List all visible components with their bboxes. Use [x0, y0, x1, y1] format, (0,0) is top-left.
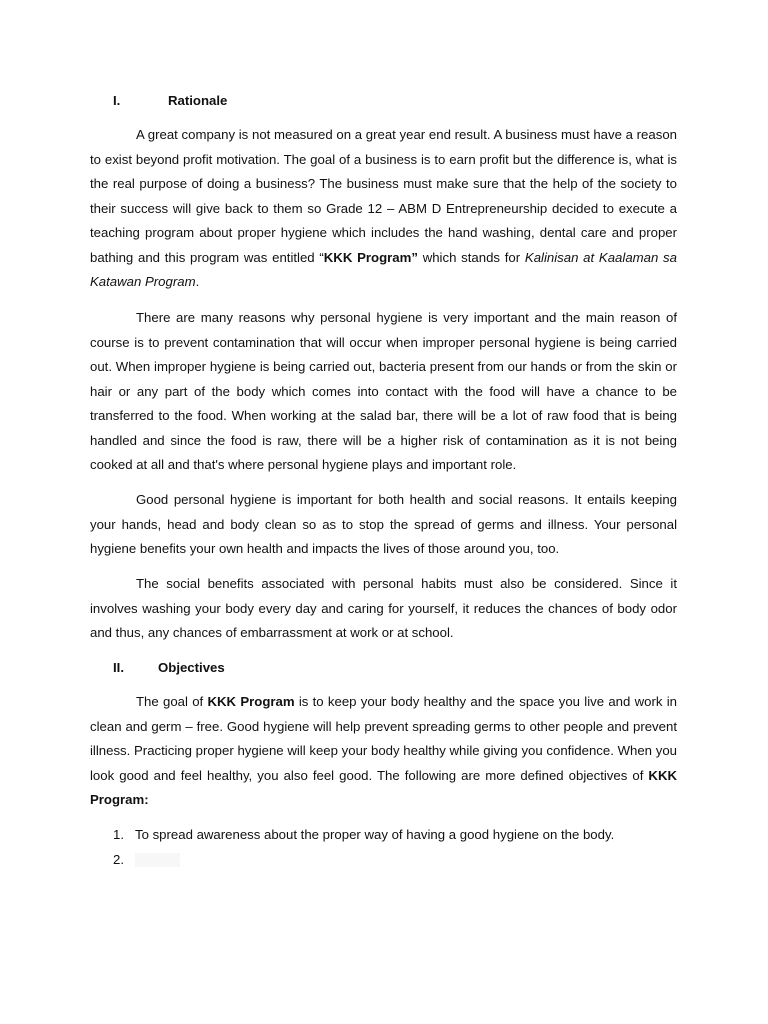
rationale-paragraph-1	[90, 123, 677, 295]
program-name-bold: KKK Program	[207, 694, 295, 709]
section-heading-objectives	[113, 660, 225, 675]
program-full-name-italic: Kalinisan at Kaalaman sa Katawan Program	[90, 249, 677, 289]
paragraph-text: which stands for	[417, 249, 525, 265]
list-item	[113, 823, 614, 848]
paragraph-text: .	[195, 274, 200, 289]
program-name-bold: KKK Program:	[90, 767, 677, 807]
rationale-paragraph-3: Good personal hygiene is important for both health and social reasons. It entails keeping your hands, head and body clean so as to stop the spread of germs and illness. Your personal hygiene benefits your own health and impacts the lives of those around you, too.	[90, 492, 677, 556]
paragraph-text: is to keep your body healthy and the space you live and work in clean and germ – free. Good hygiene will help prevent spreading germs to other people and prevent illness. Practicing proper hygiene will keep your body healthy while giving you confidence. When you look good and feel healthy, you also feel good. The following are more defined objectives of	[90, 694, 677, 783]
objectives-paragraph-1	[90, 690, 677, 813]
objectives-list	[113, 823, 614, 872]
paragraph-text: The goal of	[136, 694, 208, 709]
list-item-number: 2.	[113, 851, 124, 867]
rationale-paragraph-4: The social benefits associated with personal habits must also be considered. Since it involves washing your body every day and caring for yourself, it reduces the chances of body odor and thus, any chances of embarrassment at work or at school.	[90, 576, 677, 640]
section-heading-rationale	[113, 93, 227, 108]
redacted-area	[135, 853, 180, 867]
list-item-text: To spread awareness about the proper way of having a good hygiene on the body.	[135, 827, 615, 842]
section-title: Rationale	[168, 93, 228, 108]
list-item	[113, 848, 614, 873]
section-number: II.	[113, 660, 124, 675]
section-number: I.	[113, 93, 121, 108]
section-title: Objectives	[158, 660, 225, 675]
program-name-bold: KKK Program”	[323, 249, 418, 265]
paragraph-text: A great company is not measured on a great year end result. A business must have a reason to exist beyond profit motivation. The goal of a business is to earn profit but the difference is, what is the real purpose of doing a business? The business must make sure that the help of the society to their success will give back to them so Grade 12 – ABM D Entrepreneurship decided to execute a teaching program about proper hygiene which includes the hand washing, dental care and proper bathing and this program was entitled “	[90, 127, 677, 265]
list-item-number: 1.	[113, 827, 124, 842]
rationale-paragraph-2: There are many reasons why personal hygiene is very important and the main reason of course is to prevent contamination that will occur when improper personal hygiene is being carried out. When improper hygiene is being carried out, bacteria present from our hands or from the skin or hair or any part of the body which comes into contact with the food will have a chance to be transferred to the food. When working at the salad bar, there will be a lot of raw food that is being handled and since the food is raw, there will be a higher risk of contamination as it is not being cooked at all and that's where personal hygiene plays and important role.	[90, 310, 677, 472]
